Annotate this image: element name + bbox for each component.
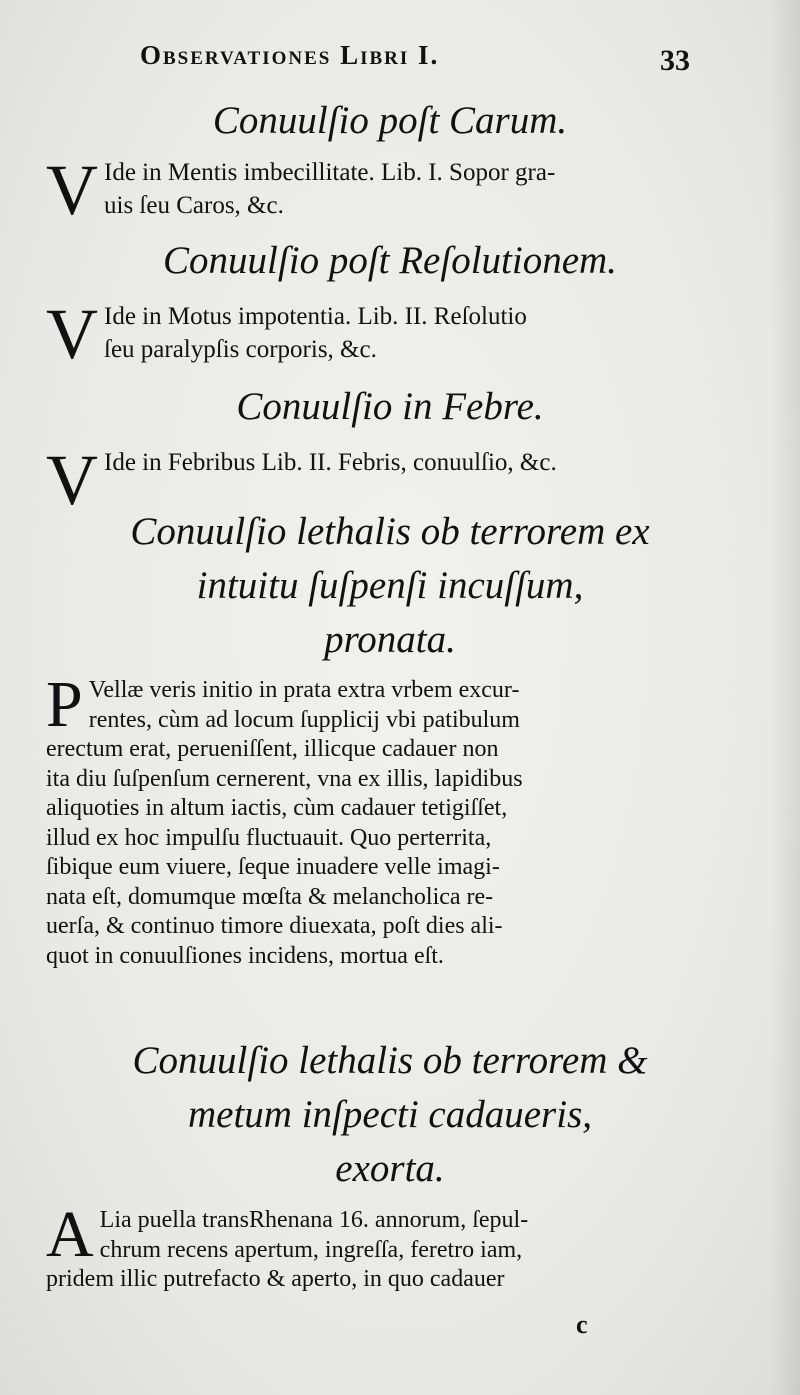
text-line: Vellæ veris initio in prata extra vrbem excur- (88, 677, 520, 703)
heading-line: metum inſpecti cadaueris, (188, 1093, 592, 1136)
text-line: ita diu ſuſpenſum cernerent, vna ex illis, lapidibus (46, 765, 523, 792)
drop-capital: V (46, 150, 98, 230)
text-line: ſeu paralypſis corporis, &c. (104, 336, 377, 363)
text-line: chrum recens apertum, ingreſſa, feretro iam, (99, 1236, 523, 1263)
drop-capital: A (46, 1198, 94, 1271)
text-line: Ide in Febribus Lib. II. Febris, conuulſio, &c. (104, 449, 557, 476)
heading-line: Conuulſio in Febre. (236, 385, 544, 428)
drop-capital: V (46, 440, 98, 520)
text-line: pridem illic putrefacto & aperto, in quo cadauer (46, 1266, 505, 1292)
text-line: uis ſeu Caros, &c. (104, 192, 284, 219)
drop-capital: P (46, 668, 83, 741)
section-heading (40, 234, 740, 288)
section-entry (46, 150, 696, 230)
page-number: 33 (660, 44, 690, 77)
section-entry (46, 440, 696, 520)
section-heading (40, 505, 740, 667)
section-heading (40, 94, 740, 148)
section-heading (40, 1034, 740, 1196)
heading-line: intuitu ſuſpenſi incuſſum, (196, 564, 584, 607)
section-heading (40, 380, 740, 434)
text-line: Lia puella transRhenana 16. annorum, ſepul- (99, 1207, 529, 1233)
text-line: rentes, cùm ad locum ſupplicij vbi patibulum (88, 706, 520, 733)
text-line: ſibique eum viuere, ſeque inuadere velle imagi- (46, 854, 500, 880)
drop-capital: V (46, 294, 98, 374)
heading-line: Conuulſio lethalis ob terrorem & (132, 1039, 648, 1082)
heading-line: Conuulſio poſt Carum. (212, 99, 568, 142)
section-entry (46, 294, 696, 374)
text-line: quot in conuulſiones incidens, mortua eſt. (46, 942, 444, 969)
section-entry (46, 668, 696, 971)
text-line: aliquoties in altum iactis, cùm cadauer tetigiſſet, (46, 795, 508, 821)
text-line: uerſa, & continuo timore diuexata, poſt dies ali- (46, 913, 503, 939)
running-title: Observationes Libri I. (140, 40, 440, 70)
heading-line: pronata. (324, 618, 456, 661)
text-line: Ide in Motus impotentia. Lib. II. Reſolutio (104, 303, 527, 330)
text-line: illud ex hoc impulſu fluctuauit. Quo perterrita, (46, 824, 492, 851)
signature-mark: c (576, 1310, 588, 1339)
text-line: erectum erat, perueniſſent, illicque cadauer non (46, 736, 499, 762)
text-line: nata eſt, domumque mœſta & melancholica re- (46, 883, 494, 910)
heading-line: exorta. (335, 1147, 445, 1190)
heading-line: Conuulſio poſt Reſolutionem. (163, 239, 617, 282)
text-line: Ide in Mentis imbecillitate. Lib. I. Sopor gra- (104, 159, 556, 186)
heading-line: Conuulſio lethalis ob terrorem ex (130, 510, 650, 553)
section-entry (46, 1198, 696, 1295)
